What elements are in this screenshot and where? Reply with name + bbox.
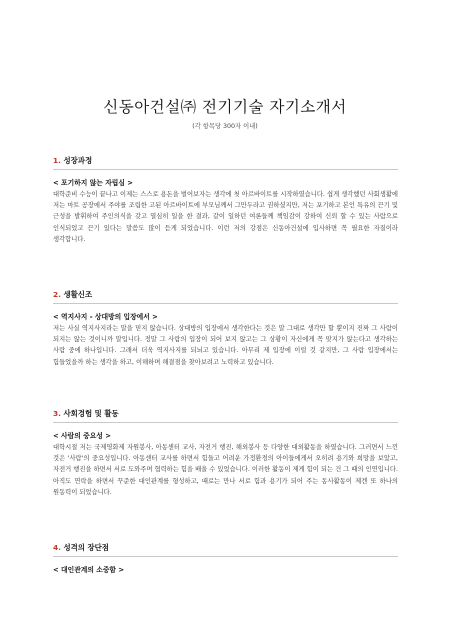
section-title: 성장과정	[63, 156, 93, 165]
section-heading	[53, 408, 398, 417]
section-body: 대학준비 수능이 끝나고 이제는 스스로 용돈을 벌어보자는 생각에 첫 아르바이트를 시작하였습니다. 쉽게 생각했던 사회생활에 저는 마트 공장에서 주야를 조립한 고된 아르바이트에 부모님께서 그만두라고 권하셨지만, 저는 포기하고 본인 특유의 끈기 및 근성을 발휘하여 주인의식을 갖고 열심히 일을 한 결과, 같이 일하던 여론들께 책임감이 강하여 신뢰 할 수 있는 사람으로 인식되었고 끈기 있다는 말씀도 많이 듣게 되었습니다. 이런 저의 강점은 신동아건설에 입사하면 꼭 필요한 자질이라 생각합니다.	[53, 191, 398, 243]
document-title: 신동아건설㈜ 전기기술 자기소개서	[103, 98, 347, 116]
section-heading	[53, 155, 398, 164]
section-divider	[53, 556, 398, 557]
section-divider	[53, 422, 398, 423]
section-experience	[53, 408, 398, 498]
section-body: 대학시절 저는 국제영화제 자원봉사, 아동센터 교사, 자전거 행진, 해외봉사 등 다양한 대외활동을 하였습니다. 그러면서 느낀 것은 '사람'의 중요성입니다. 아동센터 교사를 하면서 힘들고 어려운 가정환경의 아이들에게서 오히려 용기와 희망을 보았고, 자전거 행진을 하면서 서로 도와주며 협력하는 힘을 배울 수 있었습니다. 이러한 활동이 제게 힘이 되는 건 그 때의 인연입니다. 아직도 연락을 하면서 꾸준한 대인관계를 형성하고, 때로는 만나 서로 힘과 용기가 되어 주는 동사활동이 제겐 또 하나의 원동력이 되었습니다.	[53, 444, 398, 496]
section-subheading: < 사람의 중요성 >	[53, 432, 111, 440]
section-number: 1.	[53, 156, 61, 165]
section-divider	[53, 303, 398, 304]
section-motto	[53, 289, 398, 368]
section-number: 3.	[53, 409, 61, 418]
section-number: 4.	[53, 543, 61, 552]
document-subtitle: (각 항목당 300자 이내)	[192, 123, 258, 130]
section-title: 생활신조	[63, 290, 93, 299]
section-subheading: < 역지사지 - 상대방의 입장에서 >	[53, 313, 158, 321]
section-number: 2.	[53, 290, 61, 299]
section-growth	[53, 155, 398, 245]
section-body: 저는 사실 역지사지라는 말을 믿지 않습니다. 상대방의 입장에서 생각한다는 것은 말 그대로 생각만 할 뿐이지 진짜 그 사람이 되지는 않는 것이니까 말입니다. 정말 그 사람의 입장이 되어 보지 않고는 그 상황이 자신에게 꼭 맞지가 않는다고 생각하는 사람 중에 하나입니다. 그래서 더욱 역지사지를 되뇌고 있습니다. 아무리 제 입장에 이럴 것 같지만, 그 사람 입장에서는 힘들었을까 하는 생각을 하고, 이해하며 해결점을 찾아보려고 노력하고 있습니다.	[53, 325, 398, 366]
section-personality	[53, 542, 398, 574]
section-divider	[53, 169, 398, 170]
section-heading	[53, 289, 398, 298]
section-subheading: < 대인관계의 소중함 >	[53, 566, 125, 574]
section-title: 사회경험 및 활동	[63, 409, 119, 418]
section-title: 성격의 장단점	[63, 543, 109, 552]
section-heading	[53, 542, 398, 551]
section-subheading: < 포기하지 않는 자립심 >	[53, 179, 133, 187]
